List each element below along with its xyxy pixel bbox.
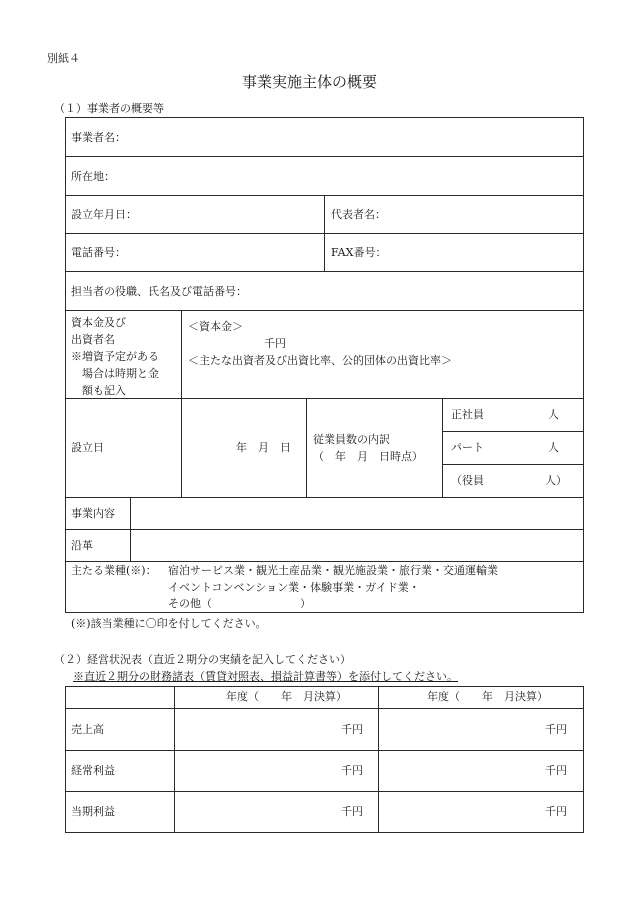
industry-options-line2[interactable]: イベントコンベンション業・体験事業・ガイド業・ [168, 581, 420, 594]
sales-label: 売上高 [71, 723, 104, 736]
employee-row-label: （役員 [451, 474, 484, 487]
employee-row-label: パート [451, 441, 484, 454]
page-title: 事業実施主体の概要 [242, 73, 378, 91]
business-name-field[interactable]: 事業者名： [71, 131, 126, 144]
employees-label: 従業員数の内訳 [313, 433, 390, 446]
industry-options-line1[interactable]: 宿泊サービス業・観光土産品業・観光施設業・旅行業・交通運輸業 [168, 564, 498, 577]
employees-asof[interactable]: （ 年 月 日時点） [313, 450, 423, 463]
sales-unit[interactable]: 千円 [341, 723, 363, 736]
industry-note: (※)該当業種に〇印を付してください。 [71, 617, 267, 630]
net-profit-unit[interactable]: 千円 [341, 805, 363, 818]
sales-unit[interactable]: 千円 [545, 723, 567, 736]
business-content-label: 事業内容 [71, 507, 115, 520]
ordinary-profit-unit[interactable]: 千円 [341, 764, 363, 777]
history-label: 沿革 [71, 539, 93, 552]
founded-date-field[interactable]: 設立年月日： [71, 208, 137, 221]
representative-field[interactable]: 代表者名： [331, 208, 386, 221]
attachment-label: 別紙４ [47, 52, 80, 65]
net-profit-unit[interactable]: 千円 [545, 805, 567, 818]
section2-heading: （２）経営状況表（直近２期分の実績を記入してください） [54, 653, 351, 666]
founding-date-units[interactable]: 年 月 日 [236, 441, 291, 454]
ordinary-profit-unit[interactable]: 千円 [545, 764, 567, 777]
address-field[interactable]: 所在地： [71, 170, 115, 183]
ordinary-profit-label: 経常利益 [71, 764, 115, 777]
capital-unit[interactable]: 千円 [264, 337, 286, 350]
industry-options-line3[interactable]: その他（ ） [168, 597, 311, 610]
investor-heading[interactable]: ＜主たな出資者及び出資比率、公的団体の出資比率＞ [188, 354, 452, 367]
employee-row-label: 正社員 [451, 408, 484, 421]
capital-label: 資本金及び 出資者名 ※増資予定がある 場合は時期と金 額も記入 [71, 316, 159, 397]
founding-date-label: 設立日 [71, 441, 104, 454]
fax-field[interactable]: FAX番号： [331, 246, 387, 259]
fiscal-year-header[interactable]: 年度（ 年 月決算） [427, 690, 548, 703]
contact-person-field[interactable]: 担当者の役職、氏名及び電話番号： [71, 285, 247, 298]
industry-label: 主たる業種(※)： [71, 564, 157, 577]
capital-heading: ＜資本金＞ [188, 320, 243, 333]
section1-heading: （１）事業者の概要等 [54, 102, 164, 115]
fiscal-year-header[interactable]: 年度（ 年 月決算） [226, 690, 347, 703]
employee-row-unit[interactable]: 人 [548, 441, 559, 454]
employee-row-unit[interactable]: 人 [548, 408, 559, 421]
phone-field[interactable]: 電話番号： [71, 246, 126, 259]
net-profit-label: 当期利益 [71, 805, 115, 818]
section2-note: ※直近２期分の財務諸表（賃貸対照表、損益計算書等）を添付してください。 [73, 670, 458, 683]
employee-row-unit[interactable]: 人） [545, 474, 567, 487]
